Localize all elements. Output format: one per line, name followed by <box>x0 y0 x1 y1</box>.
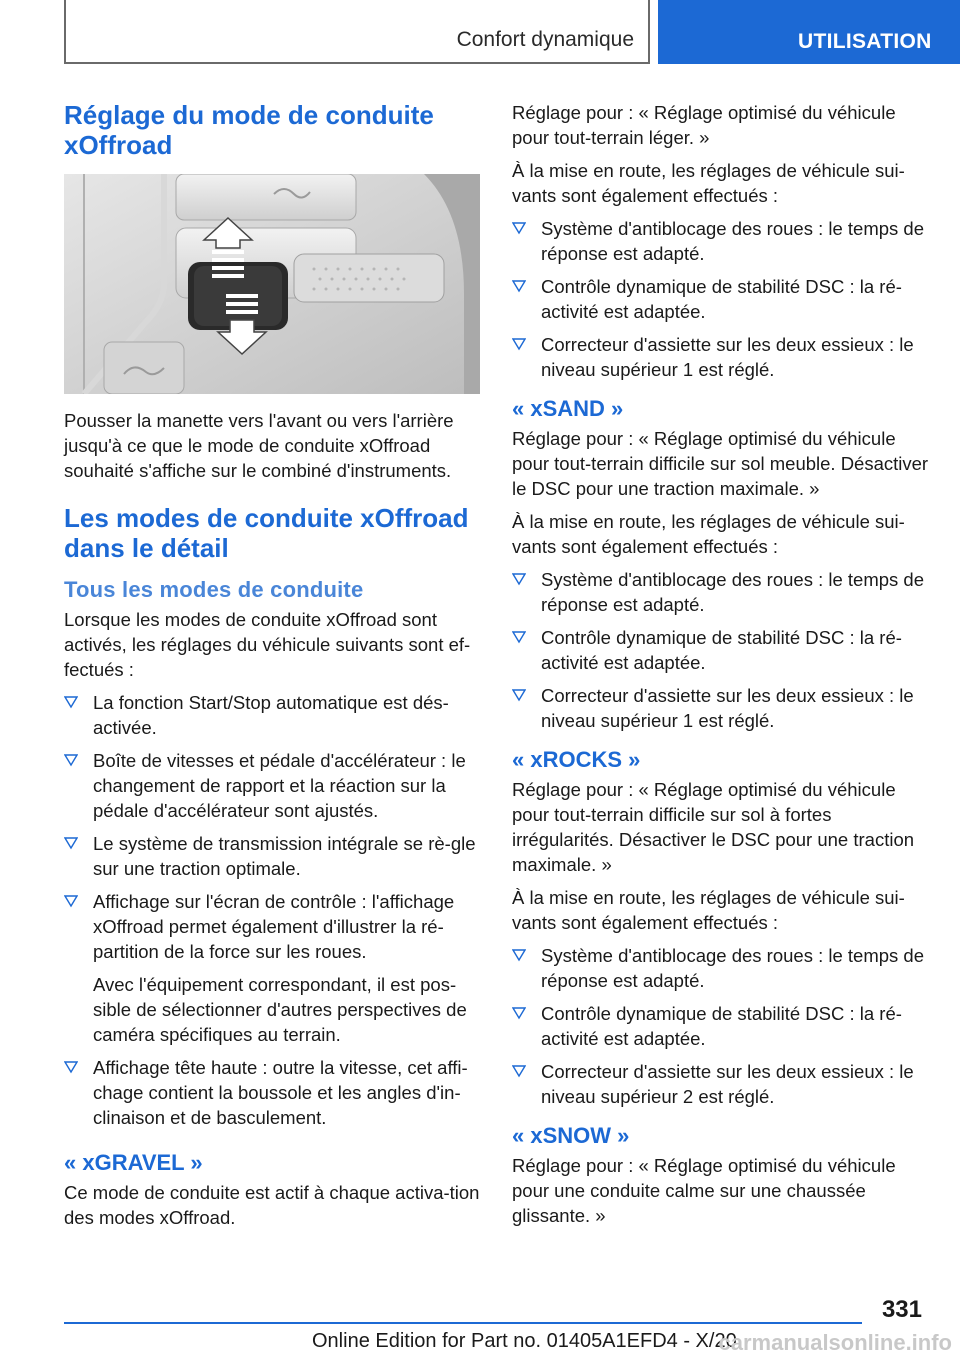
triangle-bullet-icon <box>64 695 78 709</box>
list-item: Correcteur d'assiette sur les deux essieux : le niveau supérieur 1 est réglé. <box>512 683 930 733</box>
xrocks-intro: À la mise en route, les réglages de véhicule sui-vants sont également effectués : <box>512 887 905 933</box>
list-item: Système d'antiblocage des roues : le temps de réponse est adapté. <box>512 943 930 993</box>
heading-xgravel: « xGRAVEL » <box>64 1150 203 1175</box>
xgravel-setting: Réglage pour : « Réglage optimisé du véhicule pour tout-terrain léger. » <box>512 102 896 148</box>
list-item: Contrôle dynamique de stabilité DSC : la ré-activité est adaptée. <box>512 1001 930 1051</box>
list-item: Système d'antiblocage des roues : le temps de réponse est adapté. <box>512 567 930 617</box>
xsnow-setting: Réglage pour : « Réglage optimisé du véhicule pour une conduite calme sur une chaussée glissante. » <box>512 1155 896 1226</box>
xgravel-list <box>512 216 930 382</box>
triangle-bullet-icon <box>512 688 526 702</box>
section-title: Confort dynamique <box>456 28 634 51</box>
watermark: carmanualsonline.info <box>718 1330 952 1355</box>
triangle-bullet-icon <box>64 836 78 850</box>
xoffroad-control-image <box>64 174 480 394</box>
list-item: Affichage sur l'écran de contrôle : l'affichage xOffroad permet également d'illustrer la ré-partition de la force sur les roues. Avec l'équipement correspondant, il est pos-sible de sélectionner d'autres perspectives de caméra spécifiques au terrain. <box>64 889 480 1047</box>
triangle-bullet-icon <box>512 279 526 293</box>
list-item: Affichage tête haute : outre la vitesse, cet affi-chage contient la boussole et les angles d'in-clinaison et de basculement. <box>64 1055 480 1130</box>
heading-xoffroad-setting: Réglage du mode de conduite xOffroad <box>64 100 434 160</box>
heading-modes-detail: Les modes de conduite xOffroad dans le détail <box>64 503 469 563</box>
list-item: Correcteur d'assiette sur les deux essieux : le niveau supérieur 2 est réglé. <box>512 1059 930 1109</box>
xsand-list <box>512 567 930 733</box>
page-number: 331 <box>881 1296 922 1323</box>
xrocks-setting: Réglage pour : « Réglage optimisé du véhicule pour tout-terrain difficile sur sol à fortes irrégularités. Désactiver le DSC pour une traction maximale. » <box>512 779 915 875</box>
list-item: Le système de transmission intégrale se rè-gle sur une traction optimale. <box>64 831 480 881</box>
right-column <box>512 100 930 1236</box>
triangle-bullet-icon <box>512 948 526 962</box>
heading-xsand: « xSAND » <box>512 396 624 421</box>
intro-paragraph: Pousser la manette vers l'avant ou vers l'arrière jusqu'à ce que le mode de conduite xOffroad souhaité s'affiche sur le combiné d'instruments. <box>64 410 454 481</box>
all-modes-list <box>64 690 480 1130</box>
footer-divider <box>64 1322 862 1324</box>
all-modes-intro: Lorsque les modes de conduite xOffroad sont activés, les réglages du véhicule suivants sont ef-fectués : <box>64 609 471 680</box>
chapter-tab: UTILISATION <box>658 0 960 64</box>
list-item: Contrôle dynamique de stabilité DSC : la ré-activité est adaptée. <box>512 625 930 675</box>
xgravel-intro: À la mise en route, les réglages de véhicule sui-vants sont également effectués : <box>512 160 905 206</box>
triangle-bullet-icon <box>512 1006 526 1020</box>
list-item: Système d'antiblocage des roues : le temps de réponse est adapté. <box>512 216 930 266</box>
list-item-note: Avec l'équipement correspondant, il est pos-sible de sélectionner d'autres perspectives de caméra spécifiques au terrain. <box>93 974 467 1045</box>
triangle-bullet-icon <box>64 894 78 908</box>
heading-xsnow: « xSNOW » <box>512 1123 630 1148</box>
xgravel-text: Ce mode de conduite est actif à chaque activa-tion des modes xOffroad. <box>64 1182 480 1228</box>
xsand-intro: À la mise en route, les réglages de véhicule sui-vants sont également effectués : <box>512 511 905 557</box>
xrocks-list <box>512 943 930 1109</box>
triangle-bullet-icon <box>512 1064 526 1078</box>
left-column <box>64 100 480 1238</box>
triangle-bullet-icon <box>512 337 526 351</box>
list-item: Contrôle dynamique de stabilité DSC : la ré-activité est adaptée. <box>512 274 930 324</box>
edition-text: Online Edition for Part no. 01405A1EFD4 - X/20 <box>312 1330 737 1352</box>
triangle-bullet-icon <box>512 221 526 235</box>
heading-xrocks: « xROCKS » <box>512 747 641 772</box>
list-item: Boîte de vitesses et pédale d'accélérateur : le changement de rapport et la réaction sur la pédale d'accélérateur sont ajustés. <box>64 748 480 823</box>
triangle-bullet-icon <box>512 630 526 644</box>
xsand-setting: Réglage pour : « Réglage optimisé du véhicule pour tout-terrain difficile sur sol meuble. Désactiver le DSC pour une traction maximale. » <box>512 428 929 499</box>
triangle-bullet-icon <box>64 1060 78 1074</box>
list-item: Correcteur d'assiette sur les deux essieux : le niveau supérieur 1 est réglé. <box>512 332 930 382</box>
triangle-bullet-icon <box>512 572 526 586</box>
triangle-bullet-icon <box>64 753 78 767</box>
subheading-all-modes: Tous les modes de conduite <box>64 577 364 602</box>
section-header-box <box>64 0 650 64</box>
list-item: La fonction Start/Stop automatique est dés-activée. <box>64 690 480 740</box>
page-header <box>0 0 960 66</box>
